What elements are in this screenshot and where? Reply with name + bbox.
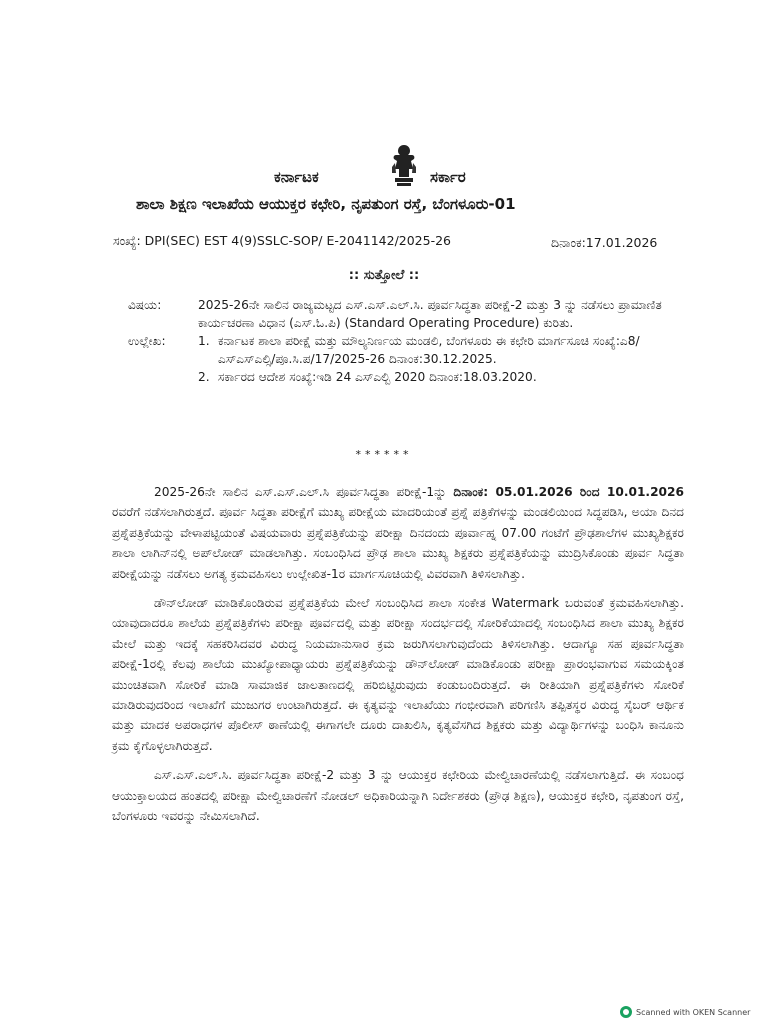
subject-reference-block [128,296,684,386]
reference-text-1: ಕರ್ನಾಟಕ ಶಾಲಾ ಪರೀಕ್ಷೆ ಮತ್ತು ಮೌಲ್ಯನಿರ್ಣಯ ಮಂಡಲಿ, ಬೆಂಗಳೂರು ಈ ಕಛೇರಿ ಮಾರ್ಗಸೂಚಿ ಸಂಖ್ಯೆ:ಎ8/ಎಸ್ಎಸ್ಎಲ್ಸಿ/ಪೂ.ಸಿ.ಪ/17/2025-26 ದಿನಾಂಕ:30.12.2025. [218,334,640,366]
body-paragraph-3: ಎಸ್.ಎಸ್.ಎಲ್.ಸಿ. ಪೂರ್ವಸಿದ್ಧತಾ ಪರೀಕ್ಷೆ-2 ಮತ್ತು 3 ನ್ನು ಆಯುಕ್ತರ ಕಛೇರಿಯ ಮೇಲ್ವಿಚಾರಣೆಯಲ್ಲಿ ನಡೆಸಲಾಗುತ್ತಿದೆ. ಈ ಸಂಬಂಧ ಆಯುಕ್ತಾಲಯದ ಹಂತದಲ್ಲಿ ಪರೀಕ್ಷಾ ಮೇಲ್ವಿಚಾರಣೆಗೆ ನೋಡಲ್ ಅಧಿಕಾರಿಯನ್ನಾಗಿ ನಿರ್ದೇಶಕರು (ಪ್ರೌಢ ಶಿಕ್ಷಣ), ಆಯುಕ್ತರ ಕಛೇರಿ, ನೃಪತುಂಗ ರಸ್ತೆ, ಬೆಂಗಳೂರು ಇವರನ್ನು ನೇಮಿಸಲಾಗಿದೆ. [112,768,684,824]
government-title-left: ಕರ್ನಾಟಕ [274,168,319,186]
references-list [198,332,684,386]
circular-title: :: ಸುತ್ತೋಲೆ :: [348,268,420,283]
paragraph-1-rest: ರವರೆಗೆ ನಡೆಸಲಾಗಿರುತ್ತದೆ. ಪೂರ್ವ ಸಿದ್ಧತಾ ಪರೀಕ್ಷೆಗೆ ಮುಖ್ಯ ಪರೀಕ್ಷೆಯ ಮಾದರಿಯಂತೆ ಪ್ರಶ್ನೆ ಪತ್ರಿಕೆಗಳನ್ನು ಮಂಡಲಿಯಿಂದ ಸಿದ್ಧಪಡಿಸಿ, ಅಯಾ ದಿನದ ಪ್ರಶ್ನೆಪತ್ರಿಕೆಯನ್ನು ವೇಳಾಪಟ್ಟಿಯಂತೆ ವಿಷಯವಾರು ಪ್ರಶ್ನೆಪತ್ರಿಕೆಯನ್ನು ಪರೀಕ್ಷಾ ದಿನದಂದು ಪೂರ್ವಾಹ್ನ 07.00 ಗಂಟೆಗೆ ಪ್ರೌಢಶಾಲೆಗಳ ಮುಖ್ಯಶಿಕ್ಷಕರ ಶಾಲಾ ಲಾಗಿನ್‌ನಲ್ಲಿ ಅಪ್‌ಲೋಡ್ ಮಾಡಲಾಗಿತ್ತು. ಸಂಬಂಧಿಸಿದ ಪ್ರೌಢ ಶಾಲಾ ಮುಖ್ಯ ಶಿಕ್ಷಕರು ಪ್ರಶ್ನೆಪತ್ರಿಕೆಯನ್ನು ಮುದ್ರಿಸಿಕೊಂಡು ಪೂರ್ವ ಸಿದ್ಧತಾ ಪರೀಕ್ಷೆಯನ್ನು ನಡೆಸಲು ಅಗತ್ಯ ಕ್ರಮವಹಿಸಲು ಉಲ್ಲೇಖಿತ-1ರ ಮಾರ್ಗಸೂಚಿಯಲ್ಲಿ ವಿವರವಾಗಿ ತಿಳಿಸಲಾಗಿತ್ತು. [112,505,684,581]
department-heading: ಶಾಲಾ ಶಿಕ್ಷಣ ಇಲಾಖೆಯ ಆಯುಕ್ತರ ಕಛೇರಿ, ನೃಪತುಂಗ ರಸ್ತೆ, ಬೆಂಗಳೂರು-01 [136,195,516,213]
subject-row [128,296,684,332]
scanner-text: Scanned with OKEN Scanner [636,1007,751,1017]
references-label: ಉಲ್ಲೇಖ: [128,334,166,348]
body-paragraph-1 [112,482,684,584]
subject-label: ವಿಷಯ: [128,298,162,312]
separator-stars: ****** [355,448,413,461]
subject-text: 2025-26ನೇ ಸಾಲಿನ ರಾಜ್ಯಮಟ್ಟದ ಎಸ್.ಎಸ್.ಎಲ್.ಸಿ. ಪೂರ್ವಸಿದ್ಧತಾ ಪರೀಕ್ಷೆ-2 ಮತ್ತು 3 ನ್ನು ನಡೆಸಲು ಪ್ರಾಮಾಣಿತ ಕಾರ್ಯಚರಣಾ ವಿಧಾನ (ಎಸ್.ಓ.ಪಿ) (Standard Operating Procedure) ಕುರಿತು. [198,298,662,330]
reference-number-2: 2. [198,370,210,384]
body-paragraph-2: ಡೌನ್‌ಲೋಡ್ ಮಾಡಿಕೊಂಡಿರುವ ಪ್ರಶ್ನೆಪತ್ರಿಕೆಯ ಮೇಲೆ ಸಂಬಂಧಿಸಿದ ಶಾಲಾ ಸಂಕೇತ Watermark ಬರುವಂತೆ ಕ್ರಮವಹಿಸಲಾಗಿತ್ತು. ಯಾವುದಾದರೂ ಶಾಲೆಯ ಪ್ರಶ್ನೆಪತ್ರಿಕೆಗಳು ಪರೀಕ್ಷಾ ಪೂರ್ವದಲ್ಲಿ ಮತ್ತು ಪರೀಕ್ಷಾ ಸಂದರ್ಭದಲ್ಲಿ ಸೋರಿಕೆಯಾದಲ್ಲಿ ಸಂಬಂಧಿಸಿದ ಶಾಲಾ ಮುಖ್ಯ ಶಿಕ್ಷಕರ ಮೇಲೆ ಮತ್ತು ಇದಕ್ಕೆ ಸಹಕರಿಸಿದವರ ವಿರುದ್ಧ ನಿಯಮಾನುಸಾರ ಕ್ರಮ ಜರುಗಿಸಲಾಗುವುದೆಂದು ತಿಳಿಸಲಾಗಿತ್ತು. ಆದಾಗ್ಯೂ ಸಹ ಪೂರ್ವಸಿದ್ಧತಾ ಪರೀಕ್ಷೆ-1ರಲ್ಲಿ ಕೆಲವು ಶಾಲೆಯ ಮುಖ್ಯೋಪಾಧ್ಯಾಯರು ಪ್ರಶ್ನೆಪತ್ರಿಕೆಯನ್ನು ಡೌನ್‌ಲೋಡ್ ಮಾಡಿಕೊಂಡು ಪರೀಕ್ಷಾ ಪ್ರಾರಂಭವಾಗುವ ಸಮಯಕ್ಕಿಂತ ಮುಂಚಿತವಾಗಿ ಸೋರಿಕೆ ಮಾಡಿ ಸಾಮಾಜಿಕ ಜಾಲತಾಣದಲ್ಲಿ ಹರಿಬಿಟ್ಟಿರುವುದು ಕಂಡುಬಂದಿರುತ್ತದೆ. ಈ ರೀತಿಯಾಗಿ ಪ್ರಶ್ನೆಪತ್ರಿಕೆಗಳು ಸೋರಿಕೆ ಮಾಡಿರುವುದರಿಂದ ಇಲಾಖೆಗೆ ಮುಜುಗರ ಉಂಟಾಗಿರುತ್ತದೆ. ಈ ಕೃತ್ಯವನ್ನು ಇಲಾಖೆಯು ಗಂಭೀರವಾಗಿ ಪರಿಗಣಿಸಿ ತಪ್ಪಿತಸ್ಥರ ವಿರುದ್ಧ ಸೈಬರ್ ಆರ್ಥಿಕ ಮತ್ತು ಮಾದಕ ಅಪರಾಧಗಳ ಪೊಲೀಸ್ ಠಾಣೆಯಲ್ಲಿ ಈಗಾಗಲೇ ದೂರು ದಾಖಲಿಸಿ, ಕೃತ್ಯವೆಸಗಿದ ಶಿಕ್ಷಕರು ಮತ್ತು ವಿದ್ಯಾರ್ಥಿಗಳನ್ನು ಬಂಧಿಸಿ ಕಾನೂನು ಕ್ರಮ ಕೈಗೊಳ್ಳಲಾಗಿರುತ್ತದೆ. [112,596,684,753]
karnataka-emblem-icon [386,143,422,189]
oken-scanner-logo-icon [620,1006,632,1018]
references-row [128,332,684,386]
reference-number-1: 1. [198,334,210,348]
government-title-right: ಸರ್ಕಾರ [430,168,466,186]
reference-number: ಸಂಖ್ಯೆ: DPI(SEC) EST 4(9)SSLC-SOP/ E-2041142/2025-26 [113,233,452,248]
scanner-watermark [620,1006,750,1018]
circular-body [112,482,684,836]
paragraph-1-start: 2025-26ನೇ ಸಾಲಿನ ಎಸ್.ಎಸ್.ಎಲ್.ಸಿ ಪೂರ್ವಸಿದ್ಧತಾ ಪರೀಕ್ಷೆ-1ನ್ನು [154,485,454,499]
reference-item [198,368,684,386]
document-date: ದಿನಾಂಕ:17.01.2026 [551,235,658,250]
reference-text-2: ಸರ್ಕಾರದ ಆದೇಶ ಸಂಖ್ಯೆ:ಇಡಿ 24 ಎಸ್ಎಲ್ಬಿ 2020 ದಿನಾಂಕ:18.03.2020. [218,370,537,384]
exam-dates-bold: ದಿನಾಂಕ: 05.01.2026 ರಿಂದ 10.01.2026 [453,485,684,499]
reference-item [198,332,684,368]
